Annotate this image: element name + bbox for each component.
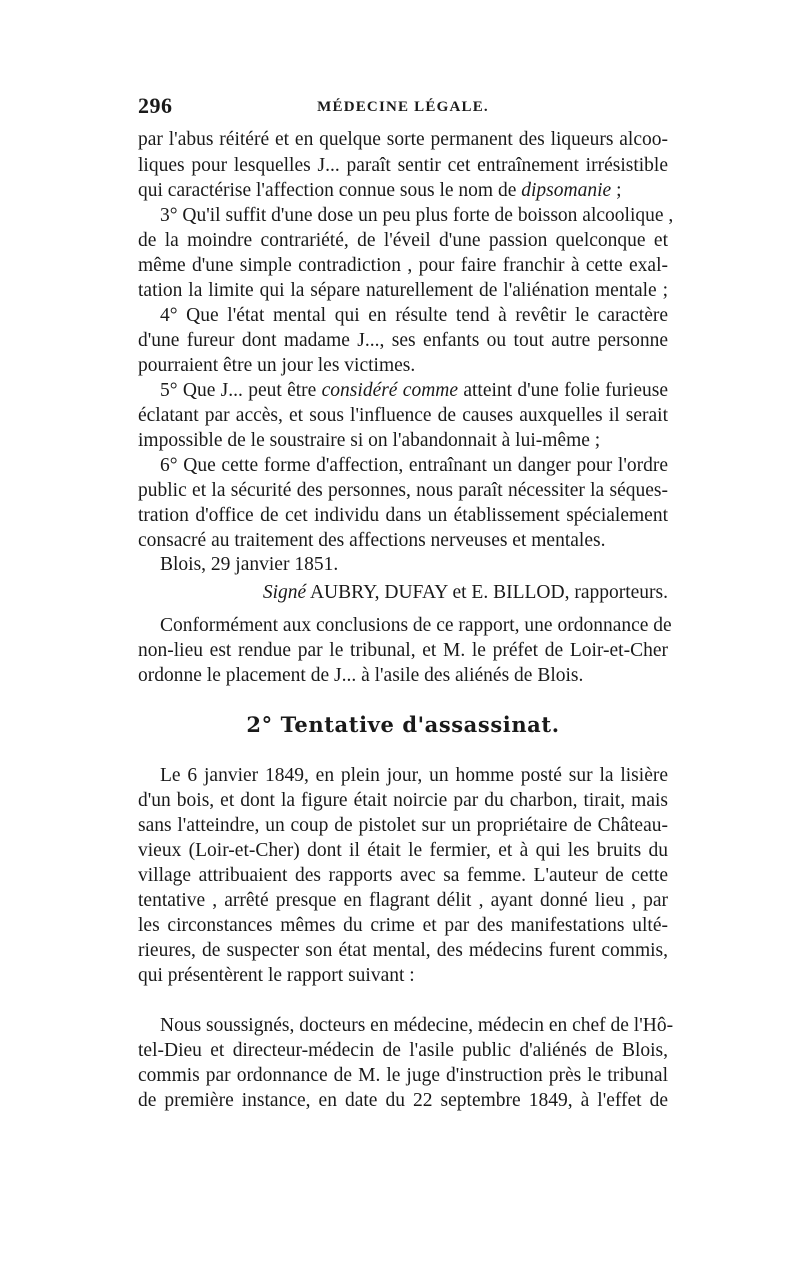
text-line: public et la sécurité des personnes, nous paraît nécessiter la séques-: [138, 480, 668, 501]
text-line: ordonne le placement de J... à l'asile des aliénés de Blois.: [138, 665, 584, 686]
text-line: Le 6 janvier 1849, en plein jour, un homme posté sur la lisière: [160, 765, 668, 786]
signed-label: Signé: [262, 582, 307, 603]
text-line: pourraient être un jour les victimes.: [138, 355, 416, 376]
text-line: vieux (Loir-et-Cher) dont il était le fermier, et à qui les bruits du: [138, 840, 668, 861]
report-signature: [263, 582, 668, 604]
text-line: d'une fureur dont madame J..., ses enfants ou tout autre personne: [138, 330, 668, 351]
text-line: qui présentèrent le rapport suivant :: [138, 965, 415, 986]
text-line: tel-Dieu et directeur-médecin de l'asile public d'aliénés de Blois,: [138, 1040, 668, 1061]
italic-term: dipsomanie: [521, 180, 612, 201]
text-line: Conformément aux conclusions de ce rapport, une ordonnance de: [160, 615, 672, 636]
text-line: tentative , arrêté presque en flagrant délit , ayant donné lieu , par: [138, 890, 668, 911]
text-line: 4° Que l'état mental qui en résulte tend à revêtir le caractère: [160, 305, 668, 326]
text-line: d'un bois, et dont la figure était noircie par du charbon, tirait, mais: [138, 790, 668, 811]
signatory-names: AUBRY, DUFAY et E. BILLOD, rapporteurs.: [309, 582, 668, 603]
text-line: commis par ordonnance de M. le juge d'instruction près le tribunal: [138, 1065, 668, 1086]
text-line: 6° Que cette forme d'affection, entraînant un danger pour l'ordre: [160, 455, 668, 476]
page-number: 296: [138, 93, 173, 118]
text-line: non-lieu est rendue par le tribunal, et M. le préfet de Loir-et-Cher: [138, 640, 668, 661]
italic-term: considéré comme: [321, 380, 459, 401]
text-line: de première instance, en date du 22 septembre 1849, à l'effet de: [138, 1090, 668, 1111]
report-date: Blois, 29 janvier 1851.: [160, 554, 339, 575]
section-heading: 2° Tentative d'assassinat.: [246, 712, 560, 737]
text-line: liques pour lesquelles J... paraît sentir cet entraînement irrésistible: [138, 155, 668, 176]
text-line: rieures, de suspecter son état mental, des médecins furent commis,: [138, 940, 668, 961]
text-line: les circonstances mêmes du crime et par des manifestations ulté-: [138, 915, 668, 936]
text-line: 5° Que J... peut être considéré comme atteint d'une folie furieuse: [160, 380, 668, 401]
text-line: tration d'office de cet individu dans un établissement spécialement: [138, 505, 668, 526]
text-line: sans l'atteindre, un coup de pistolet sur un propriétaire de Château-: [138, 815, 668, 836]
text-line: qui caractérise l'affection connue sous le nom de dipsomanie ;: [138, 180, 622, 201]
page-header: [138, 93, 668, 123]
text-line: village attribuaient des rapports avec sa femme. L'auteur de cette: [138, 865, 668, 886]
text-line: 3° Qu'il suffit d'une dose un peu plus forte de boisson alcoolique ,: [160, 205, 674, 226]
text-line: impossible de le soustraire si on l'abandonnait à lui-même ;: [138, 430, 601, 451]
text-line: Nous soussignés, docteurs en médecine, médecin en chef de l'Hô-: [160, 1015, 674, 1036]
running-title: MÉDECINE LÉGALE.: [317, 99, 489, 115]
text-line: consacré au traitement des affections nerveuses et mentales.: [138, 530, 606, 551]
text-line: tation la limite qui la sépare naturellement de l'aliénation mentale ;: [138, 280, 668, 301]
text-line: par l'abus réitéré et en quelque sorte permanent des liqueurs alcoo-: [138, 129, 668, 150]
text-line: même d'une simple contradiction , pour faire franchir à cette exal-: [138, 255, 668, 276]
text-line: éclatant par accès, et sous l'influence de causes auxquelles il serait: [138, 405, 668, 426]
text-line: de la moindre contrariété, de l'éveil d'une passion quelconque et: [138, 230, 668, 251]
